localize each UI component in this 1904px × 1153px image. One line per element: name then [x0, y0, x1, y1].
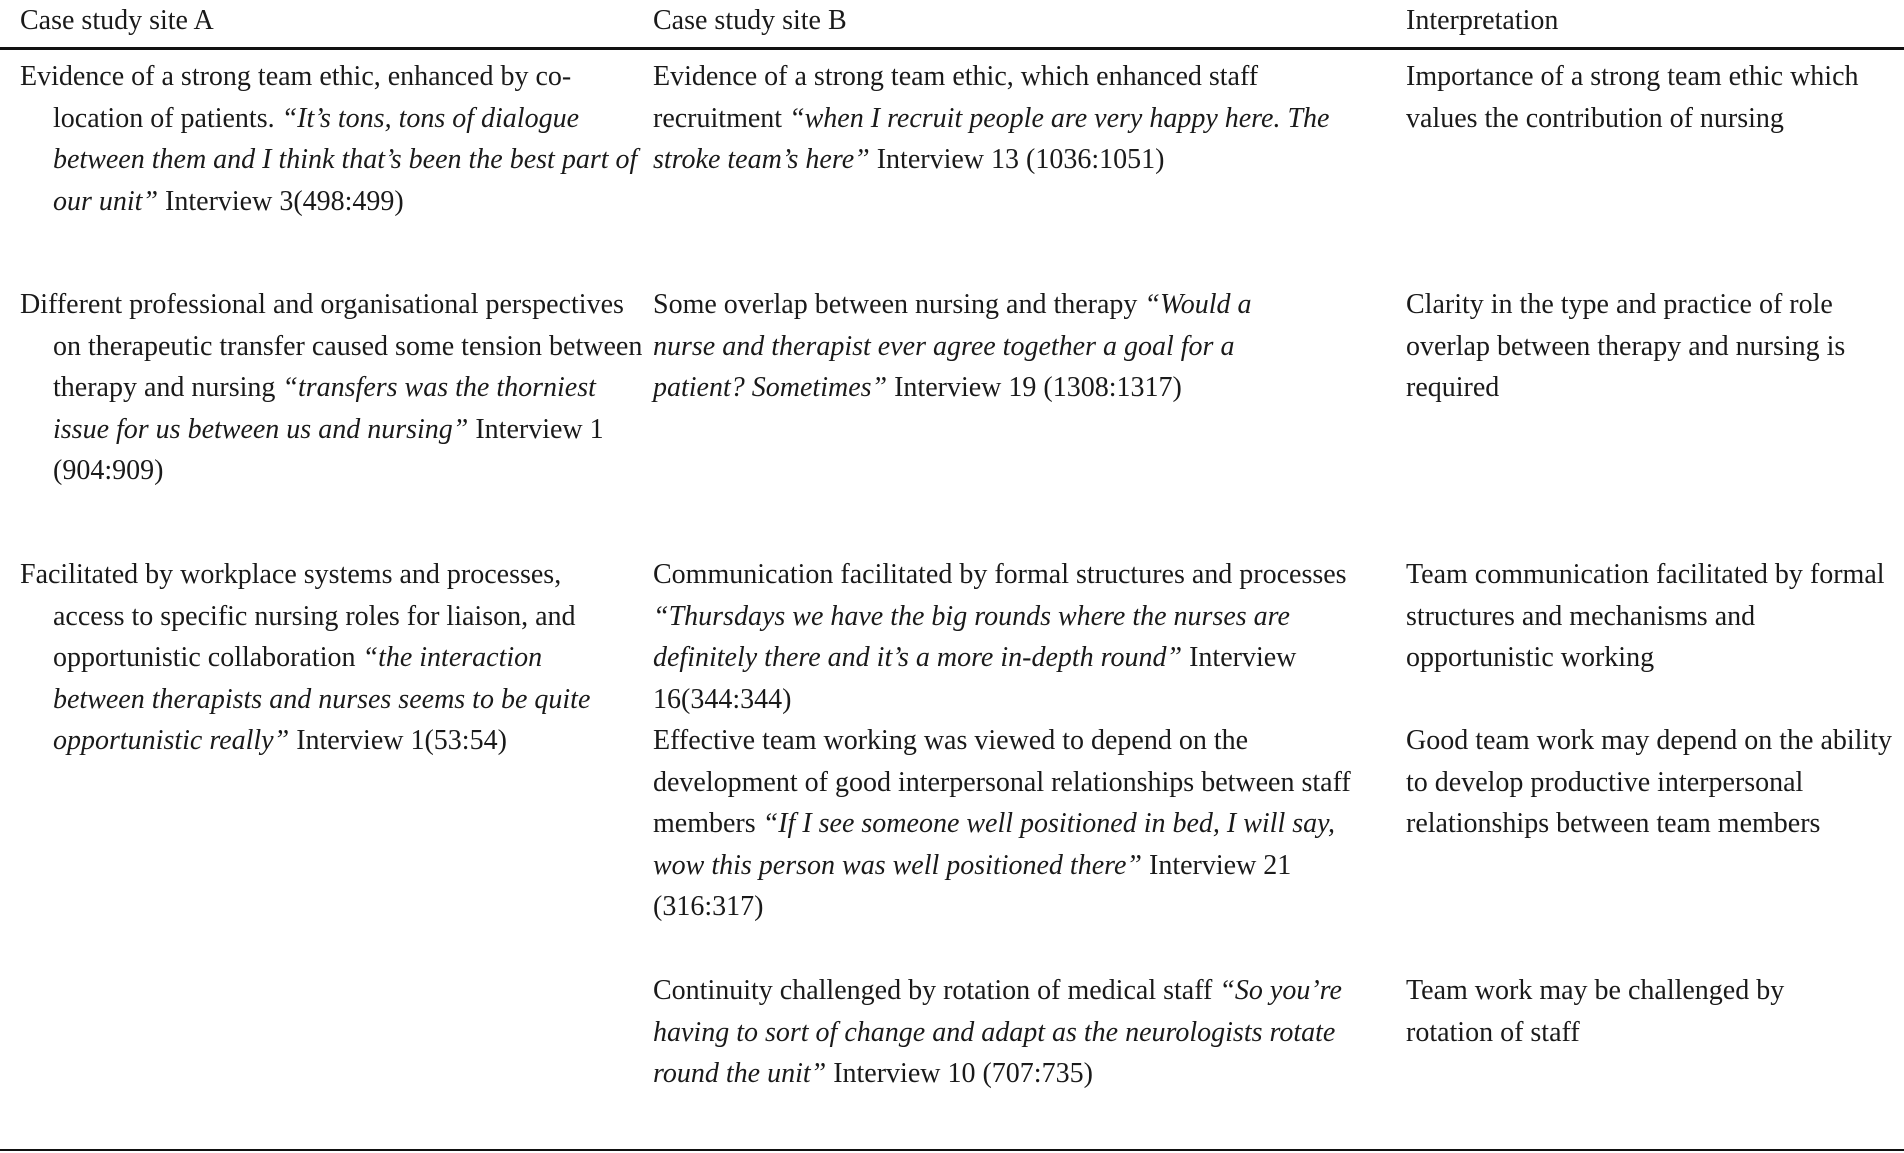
row3-interpretation-3: Team work may be challenged by rotation of staff [1406, 975, 1785, 1048]
table-top-rule [0, 47, 1904, 50]
row1-interpretation: Importance of a strong team ethic which values the contribution of nursing [1406, 61, 1859, 134]
interview-ref: Interview 3(498:499) [165, 185, 404, 217]
quote-text: “when I recruit people are very happy here. The stroke team’s here” [653, 102, 1330, 176]
interview-ref: Interview 21 (316:317) [653, 849, 1292, 923]
row1-site-b [653, 56, 1373, 181]
row3-site-b-item1 [653, 554, 1373, 720]
row2-interpretation: Clarity in the type and practice of role overlap between therapy and nursing is required [1406, 289, 1846, 404]
row3-site-a [20, 554, 613, 762]
interview-ref: Interview 1(53:54) [296, 725, 507, 757]
interview-ref: Interview 16(344:344) [653, 642, 1297, 715]
finding-text: Facilitated by workplace systems and processes, access to specific nursing roles for liaison, and opportunistic collaboration [20, 559, 576, 674]
interview-ref: Interview 1 (904:909) [53, 413, 604, 487]
finding-text: Communication facilitated by formal structures and processes [653, 559, 1347, 590]
finding-text: Continuity challenged by rotation of medical staff [653, 975, 1213, 1006]
row3-interpretation-1: Team communication facilitated by formal structures and mechanisms and opportunistic working [1406, 559, 1885, 674]
interview-ref: Interview 19 (1308:1317) [894, 372, 1182, 404]
table-bottom-rule [0, 1149, 1904, 1151]
quote-text: “So you’re having to sort of change and adapt as the neurologists rotate round the unit” [653, 975, 1342, 1090]
row3-interpretation-2: Good team work may depend on the ability to develop productive interpersonal relationships between team members [1406, 725, 1892, 840]
header-site-b: Case study site B [653, 5, 847, 36]
finding-text: Different professional and organisational perspectives on therapeutic transfer caused some tension between therapy and nursing [20, 289, 643, 404]
quote-text: “If I see someone well positioned in bed, I will say, wow this person was well positioned there” [653, 808, 1336, 881]
quote-text: “the interaction between therapists and nurses seems to be quite opportunistic really” [53, 642, 591, 757]
row3-site-b-item3 [653, 970, 1373, 1095]
finding-text: Effective team working was viewed to depend on the development of good interpersonal relationships between staff members [653, 725, 1351, 840]
interview-ref: Interview 13 (1036:1051) [876, 144, 1165, 176]
row2-site-a [20, 284, 653, 492]
interview-ref: Interview 10 (707:735) [833, 1058, 1093, 1090]
header-interpretation: Interpretation [1406, 5, 1559, 36]
finding-text: Evidence of a strong team ethic, which enhanced staff recruitment [653, 61, 1259, 134]
row3-site-b-item2 [653, 720, 1373, 928]
quote-text: “Thursdays we have the big rounds where the nurses are definitely there and it’s a more in-depth round” [653, 600, 1290, 674]
quote-text: “Would a nurse and therapist ever agree together a goal for a patient? Sometimes” [653, 289, 1252, 404]
finding-text: Some overlap between nursing and therapy [653, 289, 1138, 320]
quote-text: “It’s tons, tons of dialogue between them and I think that’s been the best part of our unit” [53, 102, 638, 217]
finding-text: Evidence of a strong team ethic, enhanced by co-location of patients. [20, 61, 572, 134]
quote-text: “transfers was the thorniest issue for us between us and nursing” [53, 372, 596, 445]
row2-site-b [653, 284, 1263, 409]
header-site-a: Case study site A [20, 5, 214, 36]
row1-site-a [20, 56, 653, 222]
